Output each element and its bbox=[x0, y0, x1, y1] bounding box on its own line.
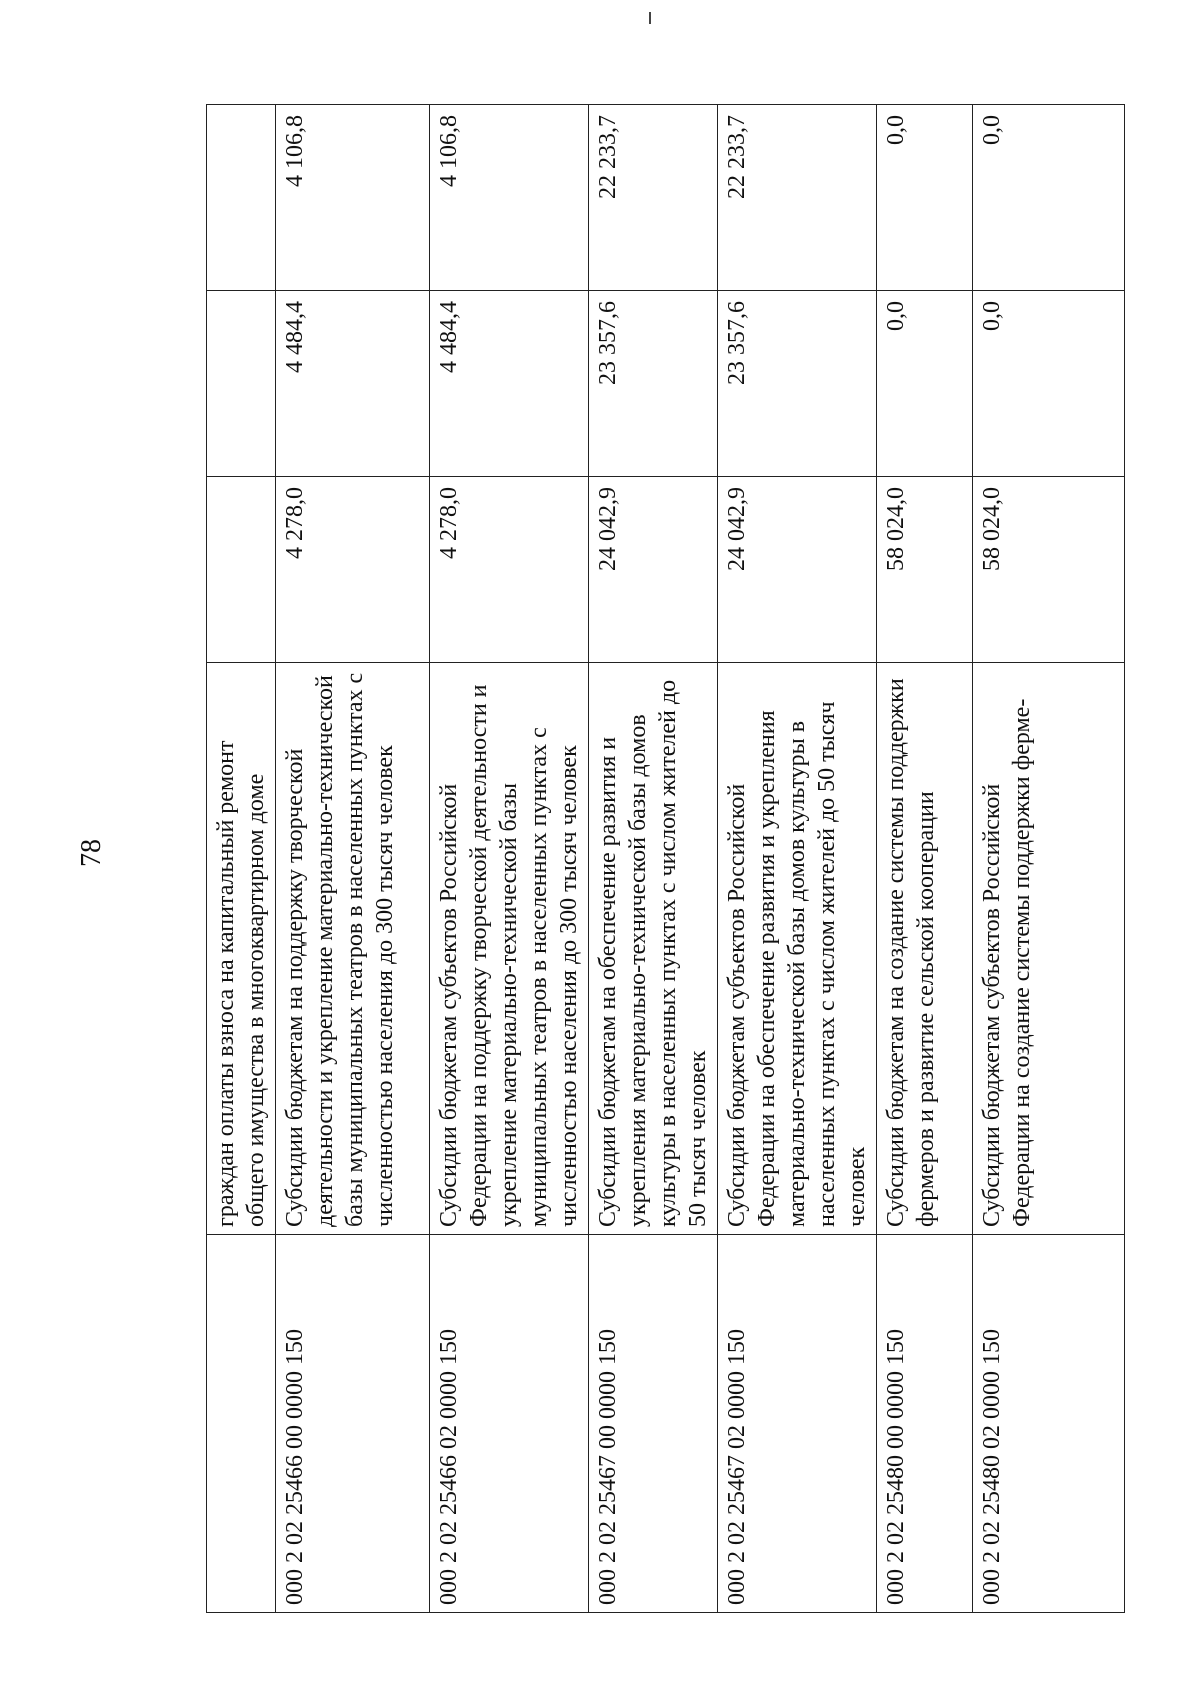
scan-mark bbox=[649, 12, 651, 24]
row-value-3: 22 233,7 bbox=[718, 105, 877, 291]
row-value-1: 58 024,0 bbox=[877, 477, 973, 663]
row-value-3 bbox=[207, 105, 276, 291]
row-value-3: 0,0 bbox=[877, 105, 973, 291]
table-row bbox=[207, 105, 276, 1613]
row-name: Субсидии бюджетам на поддержку творческой деятельности и укрепление материально-технической базы муниципальных театров в населенных пунктах с численностью населения до 300 тысяч человек bbox=[276, 663, 430, 1235]
row-value-1 bbox=[207, 477, 276, 663]
table-row bbox=[589, 105, 718, 1613]
row-code: 000 2 02 25467 02 0000 150 bbox=[718, 1235, 877, 1613]
row-value-2: 4 484,4 bbox=[276, 291, 430, 477]
row-value-3: 4 106,8 bbox=[430, 105, 589, 291]
table-row bbox=[877, 105, 973, 1613]
row-value-3: 22 233,7 bbox=[589, 105, 718, 291]
row-value-1: 58 024,0 bbox=[973, 477, 1125, 663]
row-code: 000 2 02 25467 00 0000 150 bbox=[589, 1235, 718, 1613]
row-value-1: 24 042,9 bbox=[589, 477, 718, 663]
page-number: 78 bbox=[76, 839, 107, 867]
table-row bbox=[718, 105, 877, 1613]
row-name: Субсидии бюджетам субъектов Российской Федерации на поддержку творческой деятельности и укрепление материально-технической базы муниципальных театров в населенных пунктах с численностью населения до 300 тысяч человек bbox=[430, 663, 589, 1235]
row-code: 000 2 02 25480 00 0000 150 bbox=[877, 1235, 973, 1613]
budget-table bbox=[206, 104, 1125, 1613]
row-code: 000 2 02 25466 00 0000 150 bbox=[276, 1235, 430, 1613]
row-value-2: 0,0 bbox=[973, 291, 1125, 477]
row-value-1: 4 278,0 bbox=[430, 477, 589, 663]
row-code: 000 2 02 25480 02 0000 150 bbox=[973, 1235, 1125, 1613]
budget-table-frame bbox=[206, 105, 1110, 1613]
row-value-3: 0,0 bbox=[973, 105, 1125, 291]
row-name: Субсидии бюджетам субъектов Российской Федерации на обеспечение развития и укрепления материально-технической базы домов культуры в населенных пунктах с числом жителей до 50 тысяч человек bbox=[718, 663, 877, 1235]
row-value-2: 23 357,6 bbox=[589, 291, 718, 477]
row-value-1: 4 278,0 bbox=[276, 477, 430, 663]
row-value-3: 4 106,8 bbox=[276, 105, 430, 291]
row-code bbox=[207, 1235, 276, 1613]
row-name: Субсидии бюджетам субъектов Российской Федерации на создание системы поддержки ферме- bbox=[973, 663, 1125, 1235]
row-name: граждан оплаты взноса на капитальный ремонт общего имущества в многоквартирном доме bbox=[207, 663, 276, 1235]
row-value-1: 24 042,9 bbox=[718, 477, 877, 663]
budget-table-rotated bbox=[206, 105, 1110, 1613]
row-name: Субсидии бюджетам на создание системы поддержки фермеров и развитие сельской кооперации bbox=[877, 663, 973, 1235]
row-name: Субсидии бюджетам на обеспечение развития и укрепления материально-технической базы домов культуры в населенных пунктах с числом жителей до 50 тысяч человек bbox=[589, 663, 718, 1235]
row-value-2 bbox=[207, 291, 276, 477]
table-row bbox=[973, 105, 1125, 1613]
row-value-2: 4 484,4 bbox=[430, 291, 589, 477]
table-row bbox=[276, 105, 430, 1613]
row-code: 000 2 02 25466 02 0000 150 bbox=[430, 1235, 589, 1613]
row-value-2: 23 357,6 bbox=[718, 291, 877, 477]
table-row bbox=[430, 105, 589, 1613]
row-value-2: 0,0 bbox=[877, 291, 973, 477]
